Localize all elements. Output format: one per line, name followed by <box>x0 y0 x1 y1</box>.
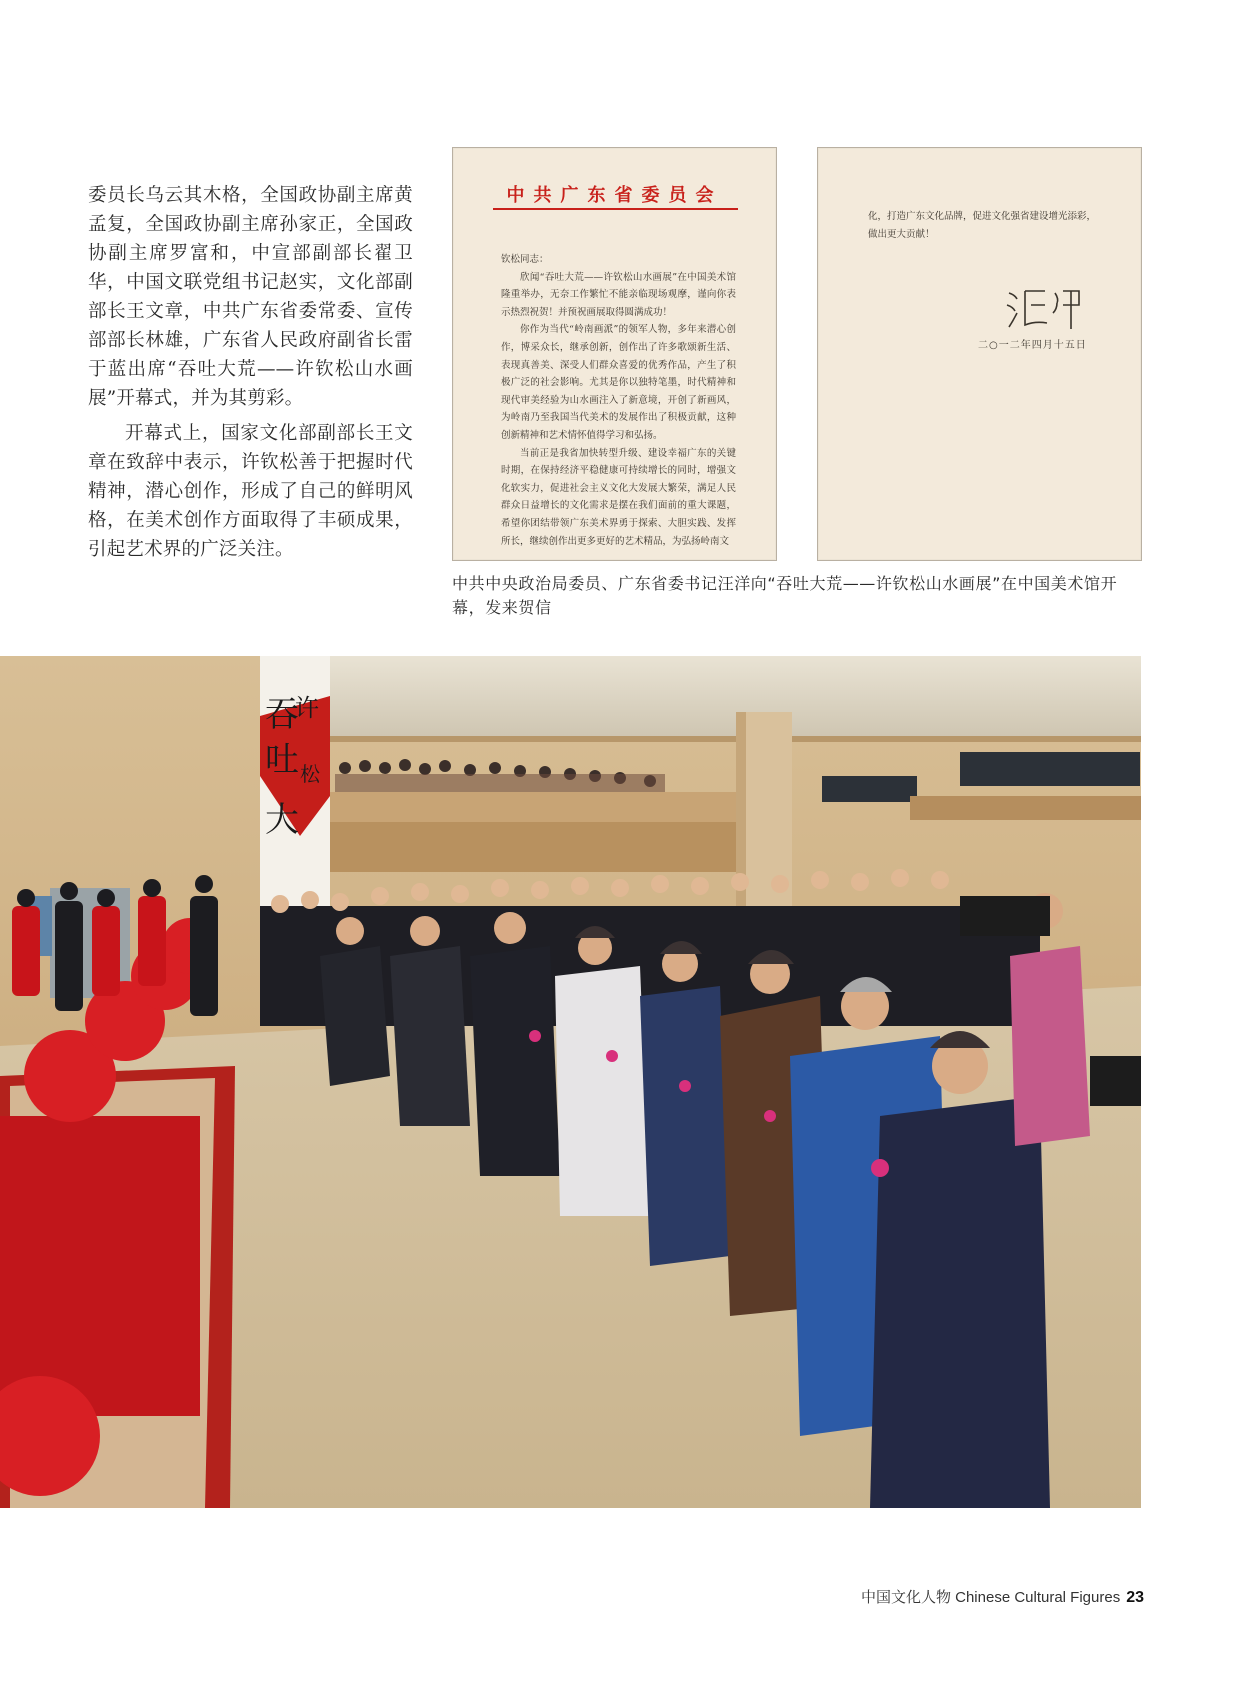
banner-text-3: 大 <box>265 800 299 840</box>
article-paragraph-2: 开幕式上，国家文化部副部长王文章在致辞中表示，许钦松善于把握时代精神，潜心创作，形成了自己的鲜明风格，在美术创作方面取得了丰硕成果，引起艺术界的广泛关注。 <box>88 423 413 560</box>
banner-text-4: 许 <box>295 694 319 722</box>
letter-paragraph-3: 当前正是我省加快转型升级、建设幸福广东的关键时期，在保持经济平稳健康可持续增长的同时，增强文化软实力，促进社会主义文化大发展大繁荣，满足人民群众日益增长的文化需求是摆在我们面前的重大课题，希望你团结带领广东美术界勇于探索、大胆实践、发挥所长，继续创作出更多更好的艺术精品，为弘扬岭南文 <box>501 447 736 547</box>
banner-text-2: 吐 <box>265 740 299 780</box>
handwritten-signature <box>1003 283 1083 333</box>
letter-page-2-text: 化，打造广东文化品牌，促进文化强省建设增光添彩，做出更大贡献！ <box>868 211 1097 240</box>
letter-greeting: 钦松同志： <box>501 254 549 265</box>
congratulatory-letter-page-2 <box>817 147 1142 561</box>
banner-text-5: 松 <box>300 762 320 786</box>
letter-date: 二○一二年四月十五日 <box>978 340 1087 351</box>
page-footer <box>861 1586 1144 1607</box>
letter-body <box>501 251 736 550</box>
letter-caption: 中共中央政治局委员、广东省委书记汪洋向“吞吐大荒——许钦松山水画展”在中国美术馆开幕，发来贺信 <box>452 574 1118 617</box>
article-text <box>88 181 413 564</box>
page-number: 23 <box>1126 1589 1144 1606</box>
letterhead: 中共广东省委员会 <box>506 185 723 206</box>
letter-paragraph-1: 欣闻“吞吐大荒——许钦松山水画展”在中国美术馆隆重举办，无奈工作繁忙不能亲临现场观摩，谨向你表示热烈祝贺！并预祝画展取得圆满成功！ <box>501 271 736 318</box>
letterhead-rule <box>493 208 738 210</box>
letter-paragraph-2: 你作为当代“岭南画派”的领军人物，多年来潜心创作，博采众长，继承创新，创作出了许多歌颂新生活、表现真善美、深受人们群众喜爱的优秀作品，产生了积极广泛的社会影响。尤其是你以独特笔墨，时代精神和现代审美经验为山水画注入了新意境，开创了新画风，为岭南乃至我国当代美术的发展作出了积极贡献，这种创新精神和艺术情怀值得学习和弘扬。 <box>501 324 736 441</box>
opening-ceremony-photo <box>0 656 1141 1508</box>
banner-text-1: 吞 <box>265 695 299 735</box>
magazine-name: 中国文化人物 Chinese Cultural Figures <box>860 1589 1121 1606</box>
ceremony-illustration <box>0 656 1141 1508</box>
article-paragraph-1: 委员长乌云其木格，全国政协副主席黄孟复，全国政协副主席孙家正，全国政协副主席罗富和，中宣部副部长翟卫华，中国文联党组书记赵实，文化部副部长王文章，中共广东省委常委、宣传部部长林雄，广东省人民政府副省长雷于蓝出席“吞吐大荒——许钦松山水画展”开幕式，并为其剪彩。 <box>88 185 413 409</box>
congratulatory-letter-page-1 <box>452 147 777 561</box>
